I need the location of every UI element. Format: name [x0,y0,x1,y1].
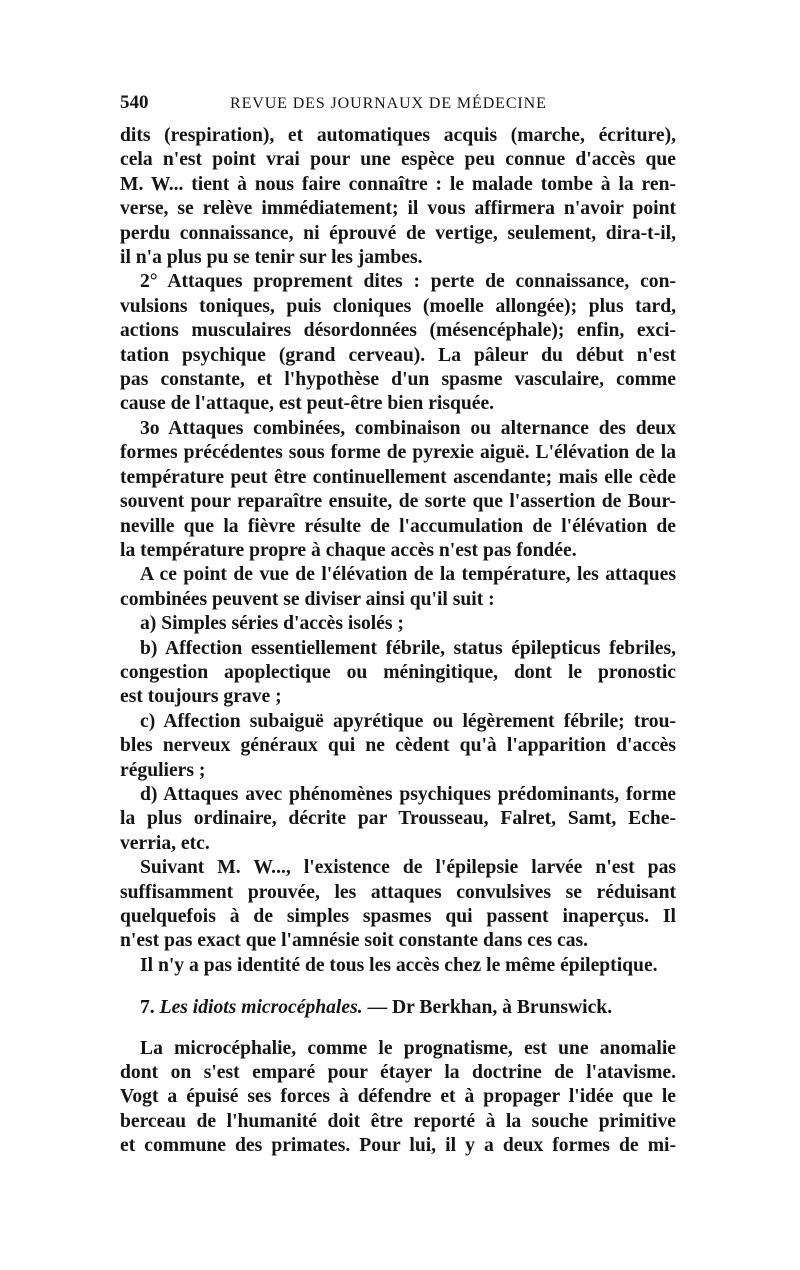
list-item [120,637,676,710]
text-line: combinées peuvent se diviser ainsi qu'il suit : [120,588,495,610]
section-number: 7. [140,997,155,1019]
text-line: d) Attaques avec phénomènes psychiques prédominants, forme [140,783,676,805]
text-line: verse, se relève immédiatement; il vous affirmera n'avoir point [120,198,676,220]
text-line: la température propre à chaque accès n'est pas fondée. [120,539,577,561]
text-line: réguliers ; [120,759,206,781]
text-line: La microcéphalie, comme le prognatisme, est une anomalie [140,1037,676,1059]
text-line: perdu connaissance, ni éprouvé de vertige, seulement, dira-t-il, [120,222,676,244]
text-line: la plus ordinaire, décrite par Trousseau, Falret, Samt, Eche- [120,808,676,830]
text-line: 2° Attaques proprement dites : perte de connaissance, con- [140,271,676,293]
section-heading [120,996,676,1020]
text-line: suffisamment prouvée, les attaques convulsives se réduisant [120,881,676,903]
text-line: cause de l'attaque, est peut-être bien risquée. [120,393,495,415]
text-line: berceau de l'humanité doit être reporté à la souche primitive [120,1110,676,1132]
paragraph [120,124,676,270]
text-line: Vogt a épuisé ses forces à défendre et à propager l'idée que le [120,1086,676,1108]
text-line: souvent pour reparaître ensuite, de sorte que l'assertion de Bour- [120,491,676,513]
text-line: température peut être continuellement ascendante; mais elle cède [120,466,676,488]
section-heading-line [120,996,676,1020]
running-title: REVUE DES JOURNAUX DE MÉDECINE [230,95,547,112]
list-item [120,710,676,783]
paragraph [120,954,676,978]
page-body [120,124,676,1159]
text-line: cela n'est point vrai pour une espèce peu connue d'accès que [120,149,676,171]
list-item [120,783,676,856]
text-line: M. W... tient à nous faire connaître : le malade tombe à la ren- [120,173,676,195]
text-line: dont on s'est emparé pour étayer la doctrine de l'atavisme. [120,1062,676,1084]
text-line: dits (respiration), et automatiques acquis (marche, écriture), [120,125,676,146]
paragraph [120,856,676,954]
paragraph [120,270,676,416]
text-line: bles nerveux généraux qui ne cèdent qu'à l'apparition d'accès [120,735,676,757]
text-line: Il n'y a pas identité de tous les accès chez le même épileptique. [140,954,658,976]
paragraph [120,563,676,612]
page-header [120,92,676,122]
text-line: b) Affection essentiellement fébrile, status épilepticus febriles, [140,637,676,659]
text-line: a) Simples séries d'accès isolés ; [140,613,404,635]
text-line: Suivant M. W..., l'existence de l'épilepsie larvée n'est pas [140,857,676,879]
section-title: Les idiots microcéphales. [159,997,363,1019]
text-line: A ce point de vue de l'élévation de la température, les attaques [140,564,676,586]
text-line: 3o Attaques combinées, combinaison ou alternance des deux [140,417,676,439]
text-line: et commune des primates. Pour lui, il y a deux formes de mi- [120,1135,676,1157]
text-line: c) Affection subaiguë apyrétique ou légèrement fébrile; trou- [140,710,676,732]
text-line: verria, etc. [120,832,210,854]
paragraph [120,417,676,563]
text-line: pas constante, et l'hypothèse d'un spasme vasculaire, comme [120,369,676,391]
text-line: n'est pas exact que l'amnésie soit constante dans ces cas. [120,930,589,952]
paragraph [120,1037,676,1159]
text-line: quelquefois à de simples spasmes qui passent inaperçus. Il [120,906,676,927]
text-line: il n'a plus pu se tenir sur les jambes. [120,247,423,269]
text-line: formes précédentes sous forme de pyrexie aiguë. L'élévation de la [120,442,676,464]
section-author: — Dr Berkhan, à Brunswick. [362,997,613,1019]
text-line: neville que la fièvre résulte de l'accumulation de l'élévation de [120,515,676,537]
page-number: 540 [120,92,149,113]
text-line: vulsions toniques, puis cloniques (moelle allongée); plus tard, [120,295,676,317]
text-line: tation psychique (grand cerveau). La pâleur du début n'est [120,344,676,366]
text-line: congestion apoplectique ou méningitique, dont le pronostic [120,661,676,683]
text-line: actions musculaires désordonnées (mésencéphale); enfin, exci- [120,320,676,342]
text-line: est toujours grave ; [120,686,282,708]
list-item [120,612,676,636]
